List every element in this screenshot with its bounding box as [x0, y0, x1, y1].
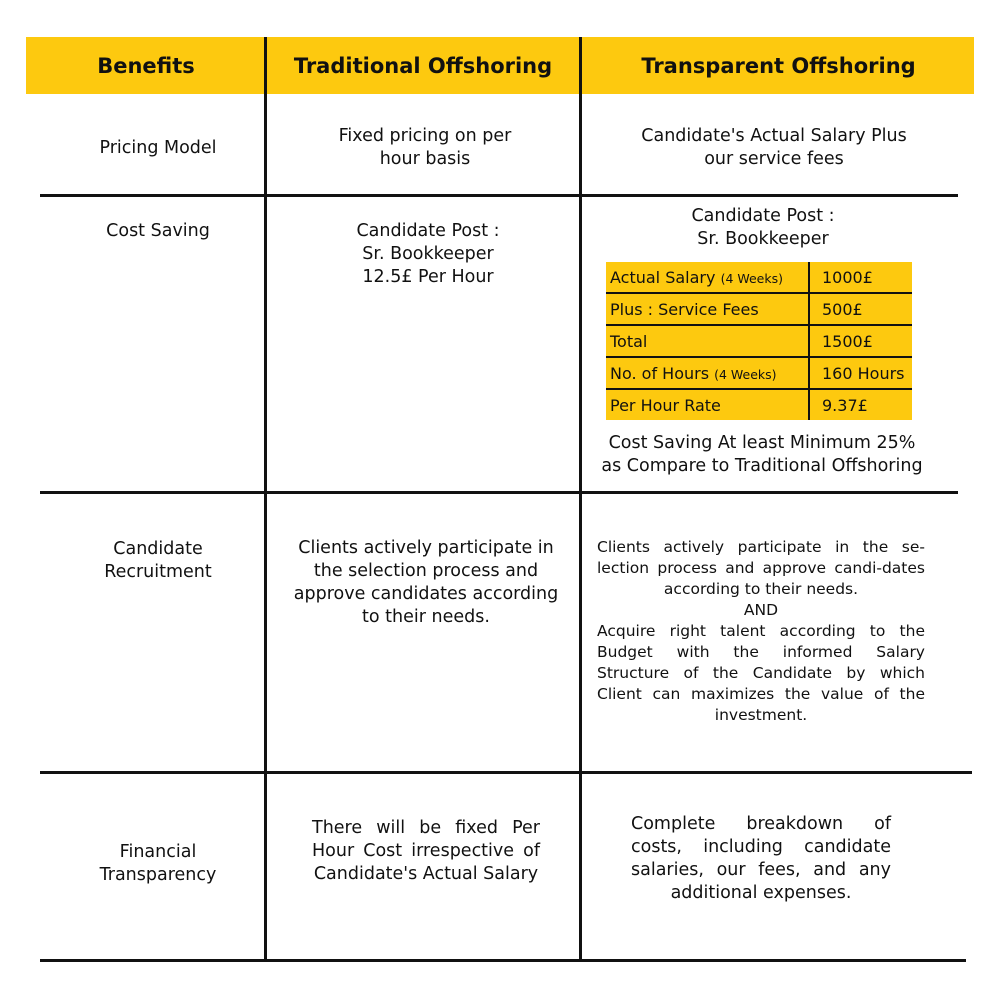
transparent-recruitment-and: AND: [743, 601, 779, 619]
header-traditional-offshoring: Traditional Offshoring: [293, 53, 553, 78]
cost-saving-summary: [586, 432, 938, 478]
transparent-recruitment-part2: Acquire right talent according to the Budget with the informed Salary Structure of the Candidate by which Client can maximizes the value of the investment.: [597, 622, 925, 724]
benefit-candidate-recruitment: Candidate Recruitment: [104, 539, 212, 582]
transparent-recruitment-part1: Clients actively participate in the se-lection process and approve candi-dates according to their needs.: [597, 538, 925, 598]
breakdown-value: 500£: [809, 293, 912, 325]
breakdown-row: [606, 262, 912, 293]
breakdown-row: [606, 357, 912, 389]
row-divider-3: [40, 771, 972, 774]
row-divider-bottom: [40, 959, 966, 962]
header-benefits: Benefits: [97, 53, 195, 78]
traditional-candidate-recruitment: Clients actively participate in the selection process and approve candidates according to their needs.: [293, 538, 559, 627]
transparent-post: [650, 205, 876, 251]
benefit-pricing-model: Pricing Model: [99, 138, 217, 158]
traditional-financial-transparency: There will be fixed Per Hour Cost irrespective of Candidate's Actual Salary: [312, 818, 540, 884]
breakdown-label: Plus : Service Fees: [610, 299, 759, 319]
cost-breakdown-table: [606, 262, 912, 420]
transparent-post-label: Candidate Post :: [691, 206, 835, 226]
breakdown-label: Actual Salary: [610, 267, 716, 287]
breakdown-label: Total: [610, 331, 648, 351]
column-divider-2: [579, 37, 582, 960]
transparent-pricing-model: Candidate's Actual Salary Plus our service fees: [641, 126, 907, 169]
breakdown-value: 1500£: [809, 325, 912, 357]
breakdown-label: Per Hour Rate: [610, 395, 721, 415]
benefit-cost-saving: Cost Saving: [106, 221, 210, 241]
breakdown-row: [606, 293, 912, 325]
breakdown-value: 1000£: [809, 262, 912, 293]
transparent-post-title: Sr. Bookkeeper: [697, 229, 829, 249]
breakdown-note: (4 Weeks): [720, 270, 784, 286]
breakdown-note: (4 Weeks): [714, 366, 777, 382]
header-transparent-offshoring: Transparent Offshoring: [641, 53, 916, 78]
traditional-post-title: Sr. Bookkeeper: [362, 244, 494, 264]
traditional-hourly-rate: 12.5£ Per Hour: [362, 267, 494, 287]
row-divider-1: [40, 194, 958, 197]
column-divider-1: [264, 37, 267, 960]
breakdown-label: No. of Hours: [610, 363, 710, 383]
traditional-cost-saving: [318, 220, 538, 289]
cost-saving-summary-line1: Cost Saving At least Minimum 25%: [608, 433, 916, 453]
traditional-pricing-model: Fixed pricing on per hour basis: [338, 126, 512, 169]
breakdown-value: 160 Hours: [809, 357, 912, 389]
breakdown-value: 9.37£: [809, 389, 912, 420]
breakdown-row: [606, 325, 912, 357]
benefit-financial-transparency: Financial Transparency: [99, 842, 217, 885]
traditional-post-label: Candidate Post :: [356, 221, 500, 241]
breakdown-row: [606, 389, 912, 420]
row-divider-2: [40, 491, 958, 494]
cost-saving-summary-line2: as Compare to Traditional Offshoring: [601, 456, 923, 476]
transparent-candidate-recruitment: [597, 537, 925, 726]
transparent-financial-transparency: Complete breakdown of costs, including candidate salaries, our fees, and any additional expenses.: [631, 814, 891, 903]
